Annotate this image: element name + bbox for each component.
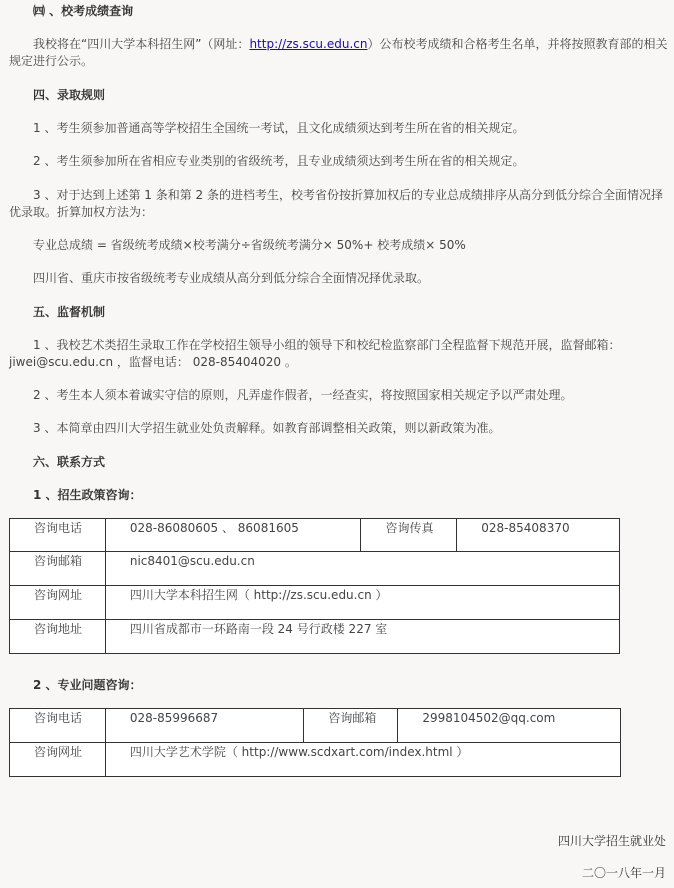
phone-label: 咨询电话	[10, 519, 106, 552]
table-row	[10, 519, 620, 552]
supervision-item-1-line2: jiwei@scu.edu.cn ，监督电话： 028-85404020 。	[9, 355, 297, 369]
fax-label: 咨询传真	[361, 519, 457, 552]
policy-inquiry-subheading: 1 、招生政策咨询：	[33, 488, 142, 502]
score-query-text-line2: 规定进行公示。	[9, 54, 94, 68]
table-row	[10, 743, 621, 777]
email-value: 2998104502@qq.com	[398, 709, 621, 743]
supervision-item-2: 2 、考生本人须本着诚实守信的原则，凡弄虚作假者，一经查实，将按照国家相关规定予以严肃处理。	[33, 388, 573, 402]
address-label: 咨询地址	[10, 620, 106, 654]
table-row	[10, 586, 620, 620]
section-heading-supervision: 五、监督机制	[33, 305, 106, 319]
phone-value: 028-86080605 、 86081605	[105, 519, 361, 552]
supervision-item-3: 3 、本简章由四川大学招生就业处负责解释。如教育部调整相关政策，则以新政策为准。	[33, 421, 501, 435]
email-label: 咨询邮箱	[10, 552, 106, 586]
issuing-office: 四川大学招生就业处	[557, 834, 666, 848]
section-heading-score-query: ㈣ 、校考成绩查询	[33, 4, 134, 18]
website-label: 咨询网址	[10, 743, 106, 777]
website-value: 四川大学本科招生网（ http://zs.scu.edu.cn ）	[105, 586, 619, 620]
rule-1: 1 、考生须参加普通高等学校招生全国统一考试，且文化成绩须达到考生所在省的相关规定。	[33, 121, 525, 135]
admissions-site-link[interactable]: http://zs.scu.edu.cn	[249, 37, 368, 51]
score-query-text-post: ）公布校考成绩和合格考生名单，并将按照教育部的相关	[367, 37, 668, 51]
supervision-item-1-line1: 1 、我校艺术类招生录取工作在学校招生领导小组的领导下和校纪检监察部门全程监督下规范开展，监督邮箱：	[33, 338, 621, 352]
phone-label: 咨询电话	[10, 709, 106, 743]
policy-contact-table	[9, 518, 620, 654]
table-row	[10, 620, 620, 654]
website-value: 四川大学艺术学院（ http://www.scdxart.com/index.html ）	[105, 743, 620, 777]
table-row	[10, 709, 621, 743]
email-label: 咨询邮箱	[304, 709, 398, 743]
issue-date: 二〇一八年一月	[581, 866, 666, 880]
section-heading-admission-rules: 四、录取规则	[33, 88, 106, 102]
rule-3-line1: 3 、对于达到上述第 1 条和第 2 条的进档考生，校考省份按折算加权后的专业总成绩排序从高分到低分综合全面情况择	[33, 188, 663, 202]
score-query-paragraph	[33, 36, 667, 53]
fax-value: 028-85408370	[457, 519, 620, 552]
rule-2: 2 、考生须参加所在省相应专业类别的省级统考，且专业成绩须达到考生所在省的相关规定。	[33, 154, 525, 168]
table-row	[10, 552, 620, 586]
sichuan-chongqing-rule: 四川省、重庆市按省级统考专业成绩从高分到低分综合全面情况择优录取。	[33, 271, 430, 285]
section-heading-contact: 六、联系方式	[33, 455, 106, 469]
score-query-text-pre: 我校将在“四川大学本科招生网”（网址：	[33, 37, 250, 51]
score-formula: 专业总成绩 = 省级统考成绩×校考满分÷省级统考满分× 50%+ 校考成绩× 50%	[33, 238, 466, 252]
major-contact-table	[9, 708, 621, 777]
address-value: 四川省成都市一环路南一段 24 号行政楼 227 室	[105, 620, 619, 654]
phone-value: 028-85996687	[105, 709, 304, 743]
email-value: nic8401@scu.edu.cn	[105, 552, 619, 586]
rule-3-line2: 优录取。折算加权方法为：	[9, 205, 154, 219]
website-label: 咨询网址	[10, 586, 106, 620]
major-inquiry-subheading: 2 、专业问题咨询：	[33, 678, 142, 692]
